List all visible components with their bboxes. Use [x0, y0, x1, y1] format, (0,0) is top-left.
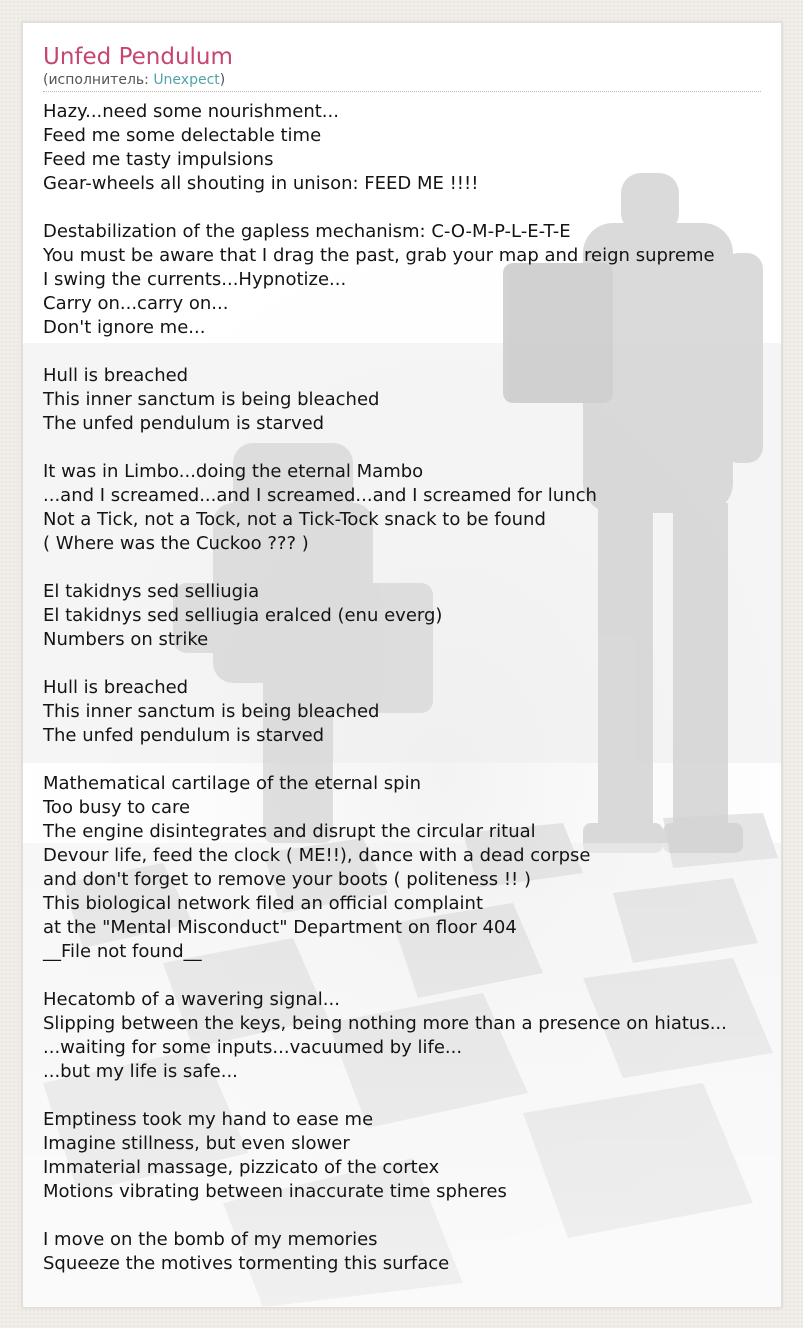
lyrics-line: The unfed pendulum is starved	[43, 413, 325, 434]
lyrics-blank-line	[43, 1204, 782, 1228]
lyrics-line: Too busy to care	[43, 797, 191, 818]
lyrics-line: Feed me some delectable time	[43, 125, 322, 146]
lyrics-line: Carry on...carry on...	[43, 293, 229, 314]
lyrics-line: Emptiness took my hand to ease me	[43, 1109, 374, 1130]
song-title: Unfed Pendulum	[43, 44, 233, 70]
lyrics-blank-line	[43, 556, 782, 580]
lyrics-line: I swing the currents...Hypnotize...	[43, 269, 347, 290]
lyrics-line: Not a Tick, not a Tock, not a Tick-Tock snack to be found	[43, 509, 546, 530]
lyrics-line: Motions vibrating between inaccurate time spheres	[43, 1181, 507, 1202]
lyrics-line: Mathematical cartilage of the eternal spin	[43, 773, 422, 794]
lyrics-line: Imagine stillness, but even slower	[43, 1133, 350, 1154]
lyrics-line: You must be aware that I drag the past, grab your map and reign supreme	[43, 245, 715, 266]
artist-line	[43, 71, 781, 89]
lyrics-line: Feed me tasty impulsions	[43, 149, 274, 170]
lyrics-line: The unfed pendulum is starved	[43, 725, 325, 746]
lyrics-line: ...but my life is safe...	[43, 1061, 238, 1082]
lyrics-blank-line	[43, 652, 782, 676]
artist-link[interactable]: Unexpect	[153, 72, 220, 88]
lyrics-blank-line	[43, 436, 782, 460]
lyrics-line: Gear-wheels all shouting in unison: FEED ME !!!!	[43, 173, 479, 194]
lyrics-blank-line	[43, 964, 782, 988]
lyrics-line: It was in Limbo...doing the eternal Mambo	[43, 461, 424, 482]
lyrics-line: Numbers on strike	[43, 629, 209, 650]
lyrics-line: This inner sanctum is being bleached	[43, 701, 380, 722]
artist-prefix: (исполнитель:	[43, 72, 154, 88]
lyrics-line: Hull is breached	[43, 677, 189, 698]
lyrics-line: Squeeze the motives tormenting this surface	[43, 1253, 450, 1274]
lyrics-line: ...waiting for some inputs...vacuumed by life...	[43, 1037, 463, 1058]
lyrics-content	[23, 23, 781, 1276]
lyrics-text	[43, 100, 782, 1276]
lyrics-line: Slipping between the keys, being nothing more than a presence on hiatus...	[43, 1013, 727, 1034]
lyrics-line: at the "Mental Misconduct" Department on floor 404	[43, 917, 517, 938]
lyrics-blank-line	[43, 748, 782, 772]
lyrics-line: This inner sanctum is being bleached	[43, 389, 380, 410]
lyrics-line: ...and I screamed...and I screamed...and I screamed for lunch	[43, 485, 597, 506]
lyrics-card	[22, 22, 782, 1308]
lyrics-line: Hazy...need some nourishment...	[43, 101, 339, 122]
artist-suffix: )	[219, 72, 226, 88]
lyrics-line: Devour life, feed the clock ( ME!!), dance with a dead corpse	[43, 845, 591, 866]
lyrics-line: Destabilization of the gapless mechanism: C-O-M-P-L-E-T-E	[43, 221, 571, 242]
lyrics-line: El takidnys sed selliugia	[43, 581, 260, 602]
lyrics-line: Hull is breached	[43, 365, 189, 386]
lyrics-blank-line	[43, 196, 782, 220]
lyrics-blank-line	[43, 1084, 782, 1108]
lyrics-blank-line	[43, 340, 782, 364]
lyrics-line: This biological network filed an official complaint	[43, 893, 484, 914]
lyrics-line: El takidnys sed selliugia eralced (enu everg)	[43, 605, 443, 626]
lyrics-line: I move on the bomb of my memories	[43, 1229, 378, 1250]
lyrics-line: Don't ignore me...	[43, 317, 206, 338]
lyrics-line: __File not found__	[43, 941, 202, 962]
lyrics-line: ( Where was the Cuckoo ??? )	[43, 533, 309, 554]
lyrics-line: Hecatomb of a wavering signal...	[43, 989, 340, 1010]
title-divider	[43, 91, 761, 92]
lyrics-line: and don't forget to remove your boots ( politeness !! )	[43, 869, 531, 890]
lyrics-line: The engine disintegrates and disrupt the circular ritual	[43, 821, 536, 842]
lyrics-line: Immaterial massage, pizzicato of the cortex	[43, 1157, 440, 1178]
